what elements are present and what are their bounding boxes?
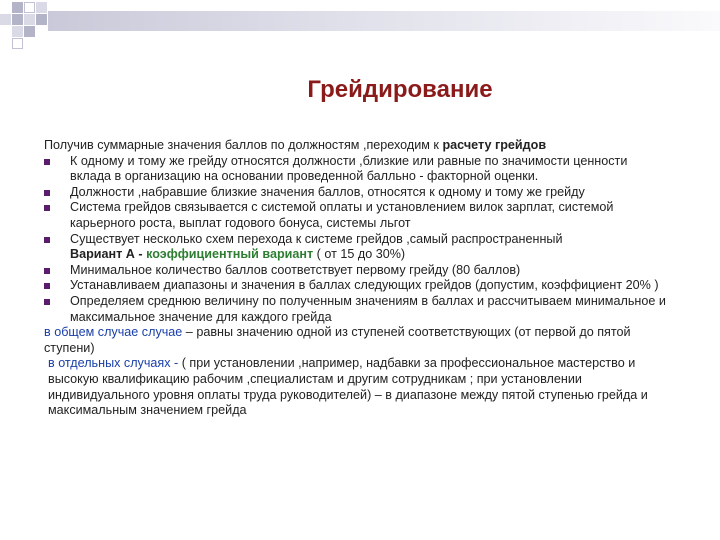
- decor-square-icon: [12, 2, 23, 13]
- decor-square-icon: [24, 26, 35, 37]
- list-item: [44, 200, 670, 231]
- general-case-paragraph: [44, 325, 670, 356]
- bullet-text: Устанавливаем диапазоны и значения в баллах следующих грейдов (допустим, коэффициент 20% ): [70, 278, 659, 293]
- list-item: [44, 278, 670, 294]
- special-case-paragraph: [44, 356, 670, 418]
- square-bullet-icon: [44, 185, 70, 201]
- list-item: [44, 154, 670, 185]
- special-case-text: ( при установлении ,например, надбавки за профессиональное мастерство и высокую квалификацию рабочим ,специалистам и другим сотрудникам ; при установлении индивидуального уровня оплаты труда руководителей) – в диапазоне между пятой ступенью грейда и максимальным значением грейда: [48, 356, 648, 418]
- list-item: [44, 294, 670, 325]
- slide-title: Грейдирование: [307, 76, 493, 103]
- square-bullet-icon: [44, 200, 70, 231]
- list-item: [44, 263, 670, 279]
- bullet-text: Существует несколько схем перехода к системе грейдов ,самый распространенный: [70, 231, 563, 246]
- bullet-list: [44, 154, 670, 326]
- decor-square-icon: [12, 14, 23, 25]
- list-item: [44, 185, 670, 201]
- bullet-text: Минимальное количество баллов соответствует первому грейду (80 баллов): [70, 262, 521, 277]
- bullet-text: Должности ,набравшие близкие значения баллов, относятся к одному и тому же грейду: [70, 184, 585, 199]
- square-bullet-icon: [44, 263, 70, 279]
- intro-emphasis: расчету грейдов: [442, 138, 547, 152]
- variant-name: коэффициентный вариант: [146, 247, 314, 262]
- decor-square-icon: [36, 14, 47, 25]
- slide-body: [44, 138, 670, 419]
- bullet-text: К одному и тому же грейду относятся должности ,близкие или равные по значимости ценности вклада в организацию на основании проведенной балльно - факторной оценки.: [70, 153, 628, 184]
- list-item: [44, 232, 670, 263]
- bullet-text: Определяем среднюю величину по полученным значениям в баллах и рассчитываем минимальное и максимальное значение для каждого грейда: [70, 293, 666, 324]
- bullet-text: Система грейдов связывается с системой оплаты и установлением вилок зарплат, системой карьерного роста, выплат годового бонуса, системы льгот: [70, 200, 614, 230]
- square-bullet-icon: [44, 278, 70, 294]
- square-bullet-icon: [44, 154, 70, 185]
- bullet-text-group: [70, 232, 670, 263]
- decor-square-icon: [0, 14, 11, 25]
- decor-square-icon: [24, 14, 35, 25]
- special-case-label: в отдельных случаях -: [48, 356, 179, 371]
- variant-range: ( от 15 до 30%): [313, 247, 406, 262]
- decor-square-icon: [12, 26, 23, 37]
- decor-square-icon: [24, 2, 35, 13]
- header-band: [48, 11, 720, 31]
- variant-label: Вариант А -: [70, 247, 147, 262]
- general-case-label: в общем случае случае: [44, 325, 183, 340]
- decor-square-icon: [36, 2, 47, 13]
- intro-text: Получив суммарные значения баллов по должностям ,переходим к: [44, 138, 443, 152]
- square-bullet-icon: [44, 294, 70, 325]
- general-case-text: – равны значению одной из ступеней соответствующих (от первой до пятой ступени): [44, 325, 631, 355]
- intro-paragraph: [44, 138, 670, 154]
- square-bullet-icon: [44, 232, 70, 263]
- decor-square-icon: [12, 38, 23, 49]
